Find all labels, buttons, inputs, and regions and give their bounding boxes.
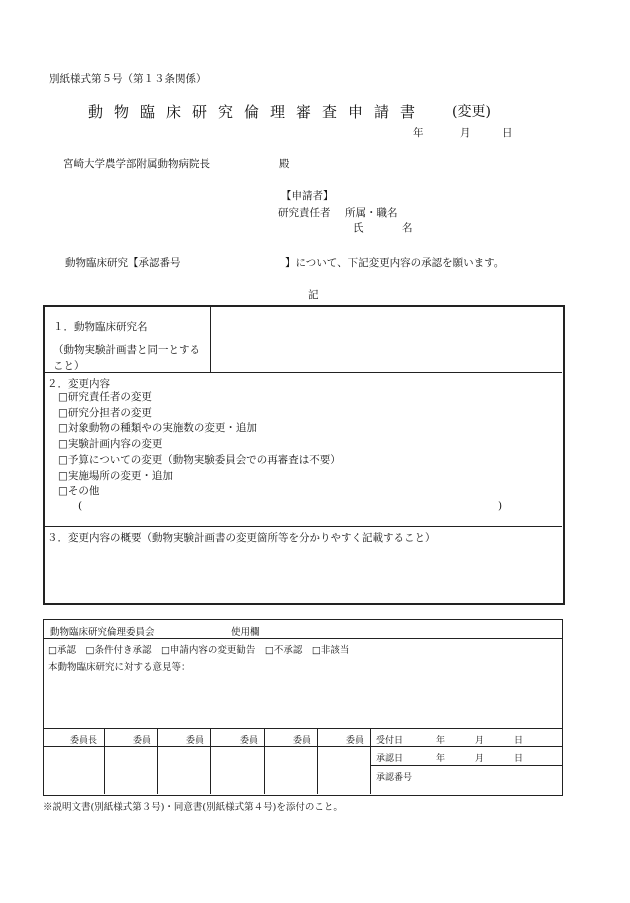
committee-use-only: 使用欄 [231, 627, 260, 638]
approval-number-label: 承認番号 [376, 773, 413, 783]
member-2: 委員 [186, 736, 205, 746]
approved-month: 月 [475, 754, 485, 764]
member-col-5 [317, 729, 318, 794]
option-budget-change[interactable]: □予算についての変更（動物実験委員会での再審査は不要） [58, 453, 341, 466]
dates-divider-1 [371, 746, 562, 747]
option-other[interactable]: □その他 [58, 485, 100, 498]
member-3: 委員 [240, 736, 259, 746]
dates-divider-2 [371, 765, 562, 766]
applicant-name-2: 名 [402, 222, 413, 234]
option-animal-change[interactable]: □対象動物の種類やの実施数の変更・追加 [58, 422, 257, 435]
decision-options[interactable]: □承認 □条件付き承認 □申請内容の変更勧告 □不承認 □非該当 [48, 645, 350, 656]
research-name-field[interactable] [214, 310, 558, 368]
document-title: 動物臨床研究倫理審査申請書 [88, 103, 427, 121]
member-5: 委員 [346, 736, 365, 746]
opinion-label: 本動物臨床研究に対する意見等： [48, 662, 191, 673]
footnote: ※説明文書(別紙様式第３号)・同意書(別紙様式第４号)を添付のこと。 [43, 802, 343, 813]
option-location-change[interactable]: □実施場所の変更・追加 [58, 469, 173, 482]
member-4: 委員 [293, 736, 312, 746]
received-month: 月 [475, 736, 485, 746]
received-day: 日 [514, 736, 524, 746]
other-detail-field[interactable] [92, 500, 492, 514]
section2-label: ２．変更内容 [47, 378, 110, 390]
approved-day: 日 [514, 754, 524, 764]
member-chair: 委員長 [70, 736, 98, 746]
change-summary-field[interactable] [48, 548, 556, 596]
member-1: 委員 [133, 736, 152, 746]
section1-label: １．動物臨床研究名 [53, 321, 148, 333]
date-month: 月 [460, 127, 471, 139]
other-paren-open: ( [78, 500, 83, 512]
date-day: 日 [502, 127, 513, 139]
applicant-name-1: 氏 [353, 222, 364, 234]
member-col-6 [370, 729, 371, 794]
committee-divider-2 [44, 728, 562, 729]
option-co-investigator-change[interactable]: □研究分担者の変更 [58, 406, 152, 419]
date-year: 年 [413, 127, 424, 139]
section3-label: ３．変更内容の概要（動物実験計画書の変更箇所等を分かりやすく記載すること） [47, 532, 436, 544]
option-pi-change[interactable]: □研究責任者の変更 [58, 391, 152, 403]
change-options [58, 390, 341, 500]
applicant-label: 研究責任者 [278, 207, 331, 219]
other-paren-close: ) [498, 500, 503, 512]
request-prefix: 動物臨床研究【承認番号 [65, 257, 181, 269]
opinion-field[interactable] [48, 674, 556, 724]
members-header-divider [44, 746, 371, 747]
option-plan-change[interactable]: □実験計画内容の変更 [58, 438, 163, 451]
request-suffix: 】について、下記変更内容の承認を願います。 [285, 257, 505, 269]
addressee: 宮崎大学農学部附属動物病院長 [63, 158, 210, 170]
section-divider-2 [44, 526, 562, 527]
approved-label: 承認日 [376, 754, 404, 764]
committee-divider-1 [44, 638, 562, 639]
member-col-3 [210, 729, 211, 794]
member-col-4 [264, 729, 265, 794]
approved-year: 年 [436, 754, 446, 764]
received-label: 受付日 [376, 736, 404, 746]
committee-name: 動物臨床研究倫理委員会 [50, 627, 155, 638]
form-number: 別紙様式第５号（第１３条関係） [49, 73, 207, 85]
section1-note: （動物実験計画書と同一とすること） [53, 344, 200, 372]
applicant-heading: 【申請者】 [281, 190, 334, 202]
applicant-affiliation: 所属・職名 [345, 207, 398, 219]
honorific: 殿 [279, 158, 290, 170]
member-col-2 [157, 729, 158, 794]
section1-divider [210, 306, 211, 372]
received-year: 年 [436, 736, 446, 746]
ki-label: 記 [308, 289, 319, 301]
member-col-1 [104, 729, 105, 794]
title-suffix: (変更) [452, 104, 491, 120]
